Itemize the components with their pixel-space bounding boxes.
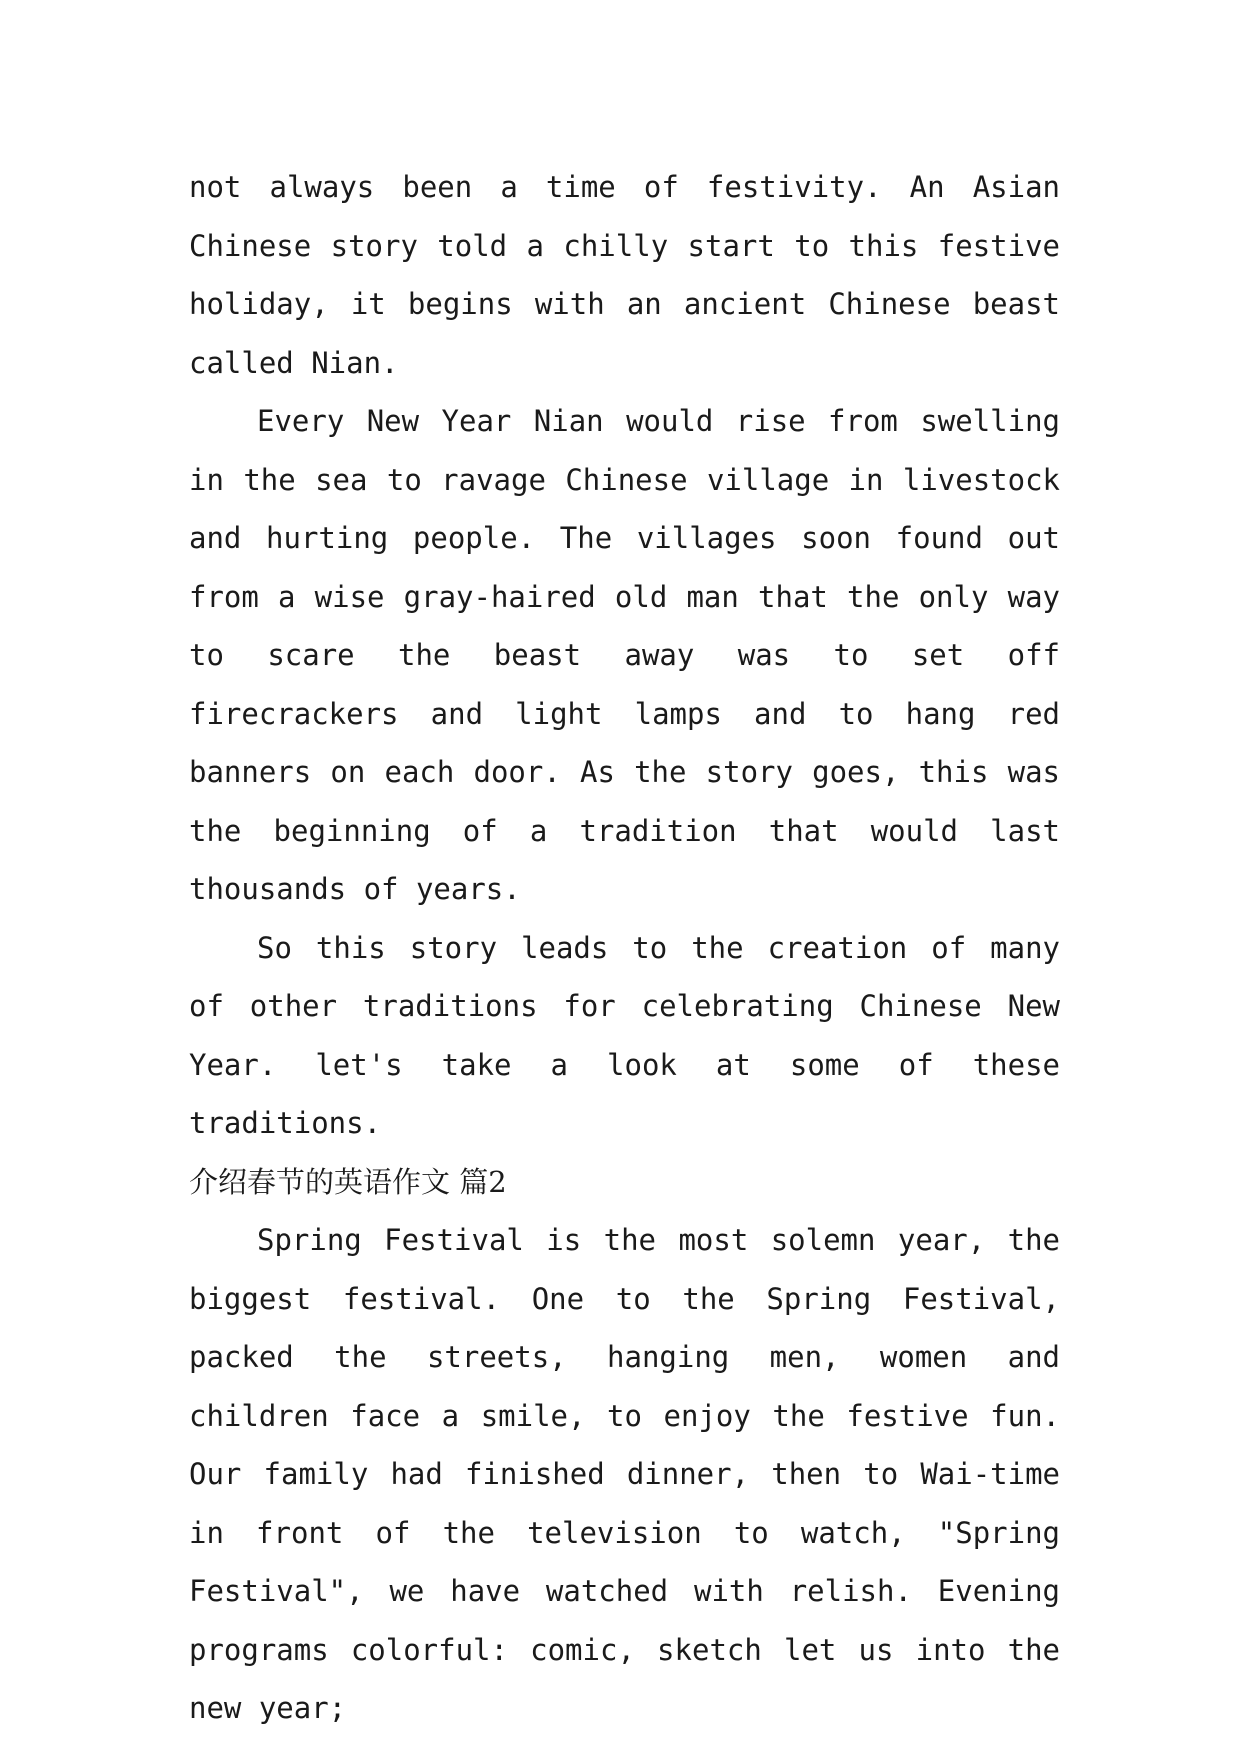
text-column (189, 158, 1060, 1738)
paragraph-traditions: So this story leads to the creation of many of other traditions for celebrating Chinese New Year. let's take a look at some of these traditions. (189, 930, 1060, 1140)
paragraph-nian-legend: Every New Year Nian would rise from swelling in the sea to ravage Chinese village in livestock and hurting people. The villages soon found out from a wise gray-haired old man that the only way to scare the beast away was to set off firecrackers and light lamps and to hang red banners on each door. As the story goes, this was the beginning of a tradition that would last thousands of years. (189, 404, 1060, 906)
essay-heading: 介绍春节的英语作文 篇2 (189, 1164, 507, 1199)
paragraph-spring-festival: Spring Festival is the most solemn year, the biggest festival. One to the Spring Festival, packed the streets, hanging men, women and children face a smile, to enjoy the festive fun. Our family had finished dinner, then to Wai-time in front of the television to watch, "Spring Festival", we have watched with relish. Evening programs colorful: comic, sketch let us into the new year; (189, 1223, 1060, 1725)
paragraph-nian-intro: not always been a time of festivity. An Asian Chinese story told a chilly start to this festive holiday, it begins with an ancient Chinese beast called Nian. (189, 170, 1060, 380)
